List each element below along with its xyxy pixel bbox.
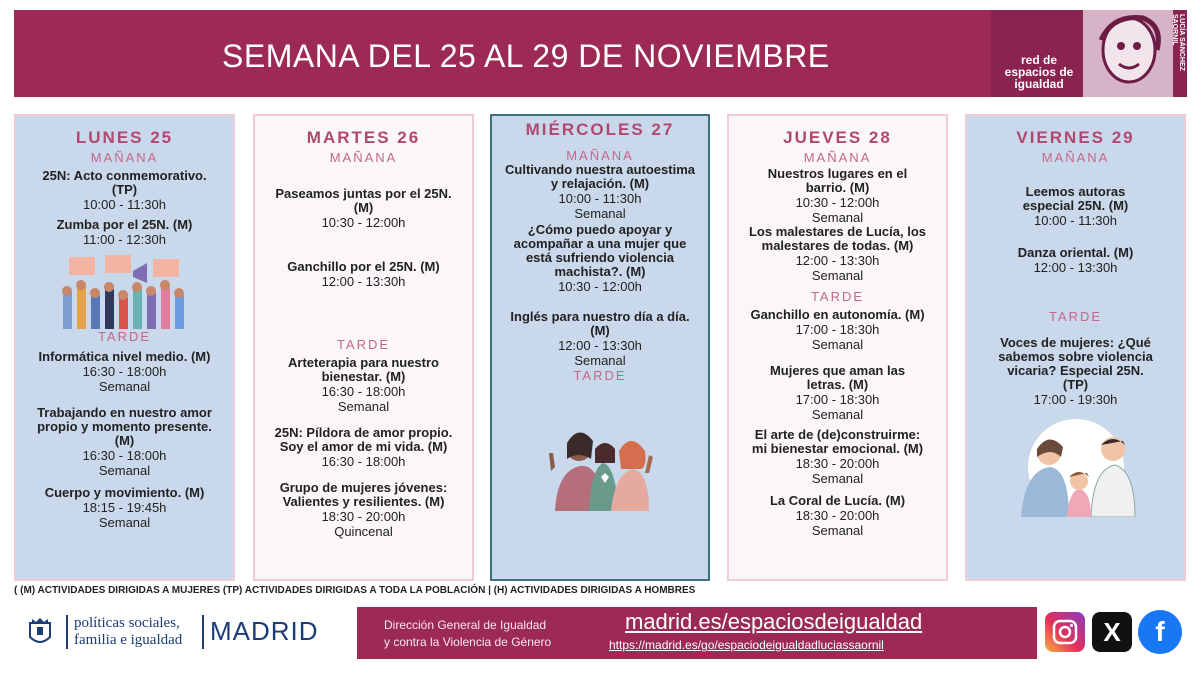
secondary-url-link[interactable]: https://madrid.es/go/espaciodeigualdadluciassaornil: [609, 638, 884, 652]
activity: La Coral de Lucía. (M) 18:30 - 20:00h Semanal: [769, 493, 906, 538]
activity: Informática nivel medio. (M) 16:30 - 18:00h Semanal: [38, 349, 211, 394]
day-column-tuesday: [253, 114, 474, 581]
section-afternoon: TARDE: [1048, 309, 1103, 324]
x-icon[interactable]: X: [1092, 612, 1132, 652]
day-column-wednesday: [490, 114, 710, 581]
activity: Arteterapia para nuestro bienestar. (M) 16:30 - 18:00h Semanal: [288, 355, 439, 414]
section-afternoon: TARDE: [810, 289, 865, 304]
direccion-general: Dirección General de Igualdad y contra la Violencia de Género: [384, 618, 552, 649]
activity: Trabajando en nuestro amor propio y momento presente. (M) 16:30 - 18:00h Semanal: [37, 405, 212, 478]
activity: Mujeres que aman las letras. (M) 17:00 - 18:30h Semanal: [769, 363, 906, 422]
activity: Ganchillo en autonomía. (M) 17:00 - 18:30h Semanal: [750, 307, 925, 352]
day-name: JUEVES 28: [783, 128, 892, 147]
activity: Paseamos juntas por el 25N. (M) 10:30 - 12:00h: [275, 186, 452, 230]
activity: El arte de (de)construirme: mi bienestar emocional. (M) 18:30 - 20:00h Semanal: [751, 427, 924, 486]
section-morning: MAÑANA: [1041, 150, 1110, 165]
day-column-monday: [14, 114, 235, 581]
activity: Leemos autoras especial 25N. (M) 10:00 - 11:30h: [1022, 184, 1129, 228]
facebook-icon[interactable]: f: [1138, 610, 1182, 654]
activity: Grupo de mujeres jóvenes: Valientes y resilientes. (M) 18:30 - 20:00h Quincenal: [279, 480, 448, 539]
day-name: LUNES 25: [75, 128, 174, 147]
logo-vertical-text: LUCÍA SÁNCHEZ SAORNIL: [1171, 14, 1185, 71]
divider: [202, 615, 204, 649]
women-group-illustration: [545, 411, 655, 511]
section-afternoon: TARDE: [573, 368, 627, 383]
area-name: políticas sociales, familia e igualdad: [74, 615, 183, 648]
main-url-link[interactable]: madrid.es/espaciosdeigualdad: [625, 609, 923, 634]
section-afternoon: TARDE: [97, 329, 152, 344]
activity: Cuerpo y movimiento. (M) 18:15 - 19:45h Semanal: [44, 485, 205, 530]
page-title: SEMANA DEL 25 AL 29 DE NOVIEMBRE: [222, 38, 830, 74]
footer-ayuntamiento: [14, 607, 357, 659]
activity: 25N: Acto conmemorativo. (TP) 10:00 - 11:30h: [42, 168, 207, 212]
legend: ( (M) ACTIVIDADES DIRIGIDAS A MUJERES (TP) ACTIVIDADES DIRIGIDAS A TODA LA POBLACIÓN | (H) ACTIVIDADES DIRIGIDAS A HOMBRES: [14, 585, 696, 596]
day-column-friday: [965, 114, 1186, 581]
section-morning: MAÑANA: [803, 150, 872, 165]
section-afternoon: TARDE: [336, 337, 391, 352]
madrid-wordmark: MADRID: [210, 616, 319, 646]
section-morning: MAÑANA: [90, 150, 159, 165]
protest-illustration: [55, 253, 195, 329]
activity: Danza oriental. (M) 12:00 - 13:30h: [1017, 245, 1134, 275]
portrait-icon: [1083, 10, 1173, 97]
instagram-icon[interactable]: [1045, 612, 1085, 652]
activity: Cultivando nuestra autoestima y relajación. (M) 10:00 - 11:30h Semanal: [505, 162, 695, 221]
section-morning: MAÑANA: [329, 150, 398, 165]
activity: Nuestros lugares en el barrio. (M) 10:30 - 12:00h Semanal: [767, 166, 908, 225]
red-espacios-logo: [991, 10, 1187, 97]
madrid-crest-icon: [28, 617, 52, 647]
activity: ¿Cómo puedo apoyar y acompañar a una mujer que está sufriendo violencia machista?. (M) 10:30 - 12:00h: [513, 222, 687, 294]
logo-text: red de espacios de igualdad: [1004, 53, 1074, 91]
activity: Ganchillo por el 25N. (M) 12:00 - 13:30h: [287, 259, 440, 289]
day-name: VIERNES 29: [1016, 128, 1135, 147]
activity: Los malestares de Lucía, los malestares de todas. (M) 12:00 - 13:30h Semanal: [748, 224, 927, 283]
activity: Voces de mujeres: ¿Qué sabemos sobre violencia vicaria? Especial 25N. (TP) 17:00 - 19:30h: [998, 335, 1153, 407]
activity: 25N: Píldora de amor propio. Soy el amor de mi vida. (M) 16:30 - 18:00h: [274, 425, 453, 469]
footer-band: [357, 607, 1037, 659]
day-name: MARTES 26: [306, 128, 421, 147]
header-banner: [14, 10, 1187, 97]
day-name: MIÉRCOLES 27: [525, 120, 675, 139]
activity: Inglés para nuestro día a día. (M) 12:00 - 13:30h Semanal: [510, 309, 690, 368]
activity: Zumba por el 25N. (M) 11:00 - 12:30h: [56, 217, 193, 247]
family-illustration: [1011, 417, 1141, 517]
instagram-glyph: [1051, 618, 1079, 646]
day-column-thursday: [727, 114, 948, 581]
divider: [66, 615, 68, 649]
section-morning: MAÑANA: [566, 148, 634, 163]
